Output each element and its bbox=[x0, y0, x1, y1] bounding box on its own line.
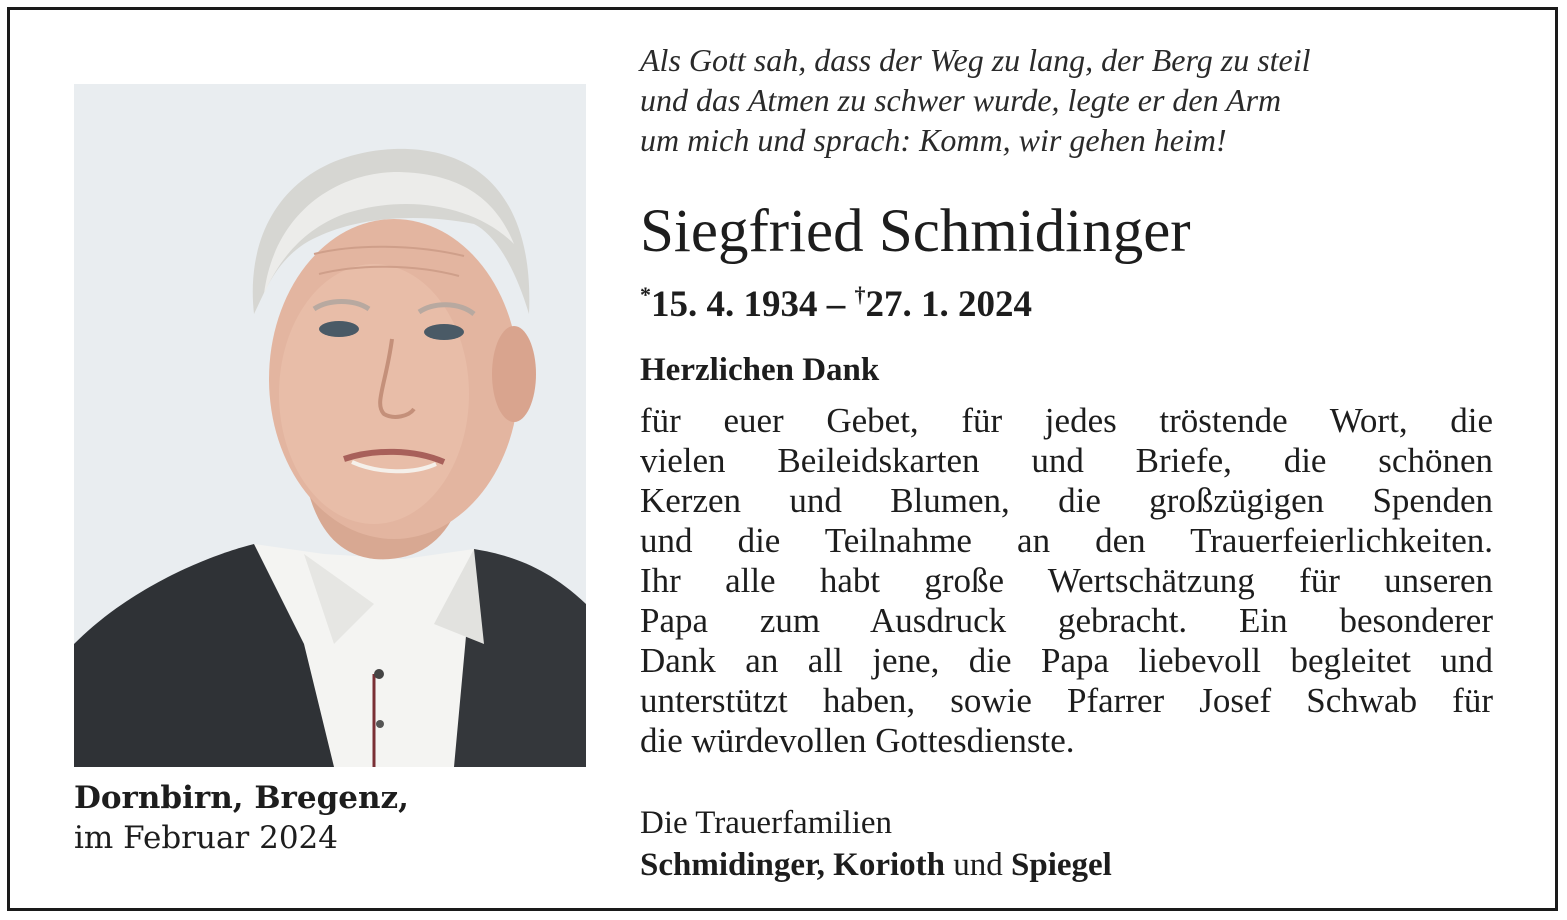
quote-line: Als Gott sah, dass der Weg zu lang, der Berg zu steil bbox=[640, 42, 1311, 78]
families-names bbox=[640, 843, 1112, 887]
place: Dornbirn, Bregenz, bbox=[74, 780, 409, 816]
death-date: 27. 1. 2024 bbox=[865, 284, 1032, 325]
families-label: Die Trauerfamilien bbox=[640, 805, 893, 841]
life-dates bbox=[640, 270, 1032, 330]
quote bbox=[640, 40, 1520, 160]
thanks-text bbox=[640, 401, 1493, 761]
quote-line: um mich und sprach: Komm, wir gehen heim! bbox=[640, 122, 1227, 158]
portrait-illustration bbox=[74, 84, 586, 767]
body-line: unterstützt haben, sowie Pfarrer Josef Schwab für bbox=[640, 681, 1493, 720]
family-name-primary: Schmidinger, Korioth bbox=[640, 847, 945, 883]
body-line: für euer Gebet, für jedes tröstende Wort, die bbox=[640, 401, 1493, 440]
body-line: Papa zum Ausdruck gebracht. Ein besonderer bbox=[640, 601, 1493, 640]
families-conjunction: und bbox=[944, 847, 1011, 883]
portrait-photo bbox=[74, 84, 586, 767]
birth-date: 15. 4. 1934 bbox=[651, 284, 818, 325]
body-line: die würdevollen Gottesdienste. bbox=[640, 721, 1075, 760]
body-line: vielen Beileidskarten und Briefe, die schönen bbox=[640, 441, 1493, 480]
body-line: Ihr alle habt große Wertschätzung für unseren bbox=[640, 561, 1493, 600]
thanks-heading: Herzlichen Dank bbox=[640, 352, 880, 388]
deceased-name: Siegfried Schmidinger bbox=[640, 198, 1191, 265]
body-line: Kerzen und Blumen, die großzügigen Spenden bbox=[640, 481, 1493, 520]
death-symbol: † bbox=[854, 282, 866, 307]
body-line: und die Teilnahme an den Trauerfeierlichkeiten. bbox=[640, 521, 1493, 560]
body-line: Dank an all jene, die Papa liebevoll begleitet und bbox=[640, 641, 1493, 680]
birth-symbol: * bbox=[640, 282, 651, 307]
family-name-secondary: Spiegel bbox=[1010, 847, 1112, 883]
quote-line: und das Atmen zu schwer wurde, legte er den Arm bbox=[640, 82, 1282, 118]
date-separator: – bbox=[817, 284, 855, 325]
notice-date: im Februar 2024 bbox=[74, 820, 338, 856]
